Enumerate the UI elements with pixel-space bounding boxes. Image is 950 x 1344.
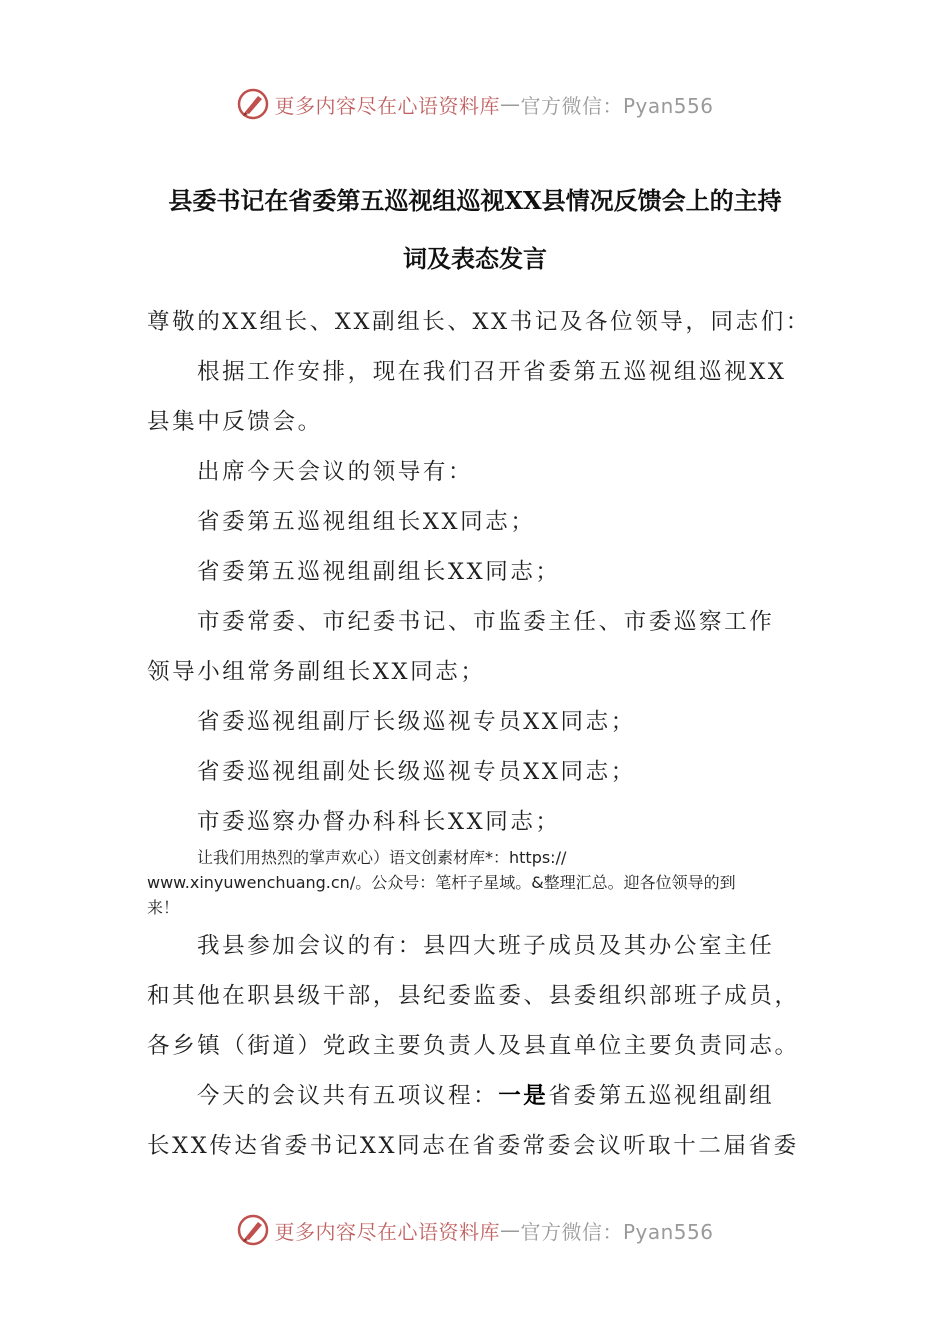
paragraph-line: 省委第五巡视组组长XX同志； xyxy=(197,509,536,535)
paragraph-line: 长XX传达省委书记XX同志在省委常委会议听取十二届省委 xyxy=(147,1133,799,1159)
paragraph-line: 市委巡察办督办科科长XX同志； xyxy=(197,809,561,835)
banner-separator: — xyxy=(499,1218,521,1242)
banner-brand: 更多内容尽在心语资料库 xyxy=(274,93,500,118)
inserted-note-line: www.xinyuwenchuang.cn/。公众号：笔杆子星域。&整理汇总。迎各位领导的到 xyxy=(147,873,736,892)
pen-logo-icon xyxy=(236,1213,270,1247)
banner-wechat: 官方微信：Pyan556 xyxy=(520,93,714,118)
agenda-text: 省委第五巡视组副组 xyxy=(548,1083,775,1109)
paragraph-line: 领导小组常务副组长XX同志； xyxy=(147,659,486,685)
inserted-note-line: 来！ xyxy=(147,898,180,917)
agenda-item-marker: 一是 xyxy=(498,1083,549,1109)
footer-banner xyxy=(0,1210,950,1250)
inserted-note-line: 让我们用热烈的掌声欢心）语文创素材库*：https:// xyxy=(197,848,567,867)
paragraph-line: 出席今天会议的领导有： xyxy=(197,459,474,485)
paragraph-line: 和其他在职县级干部，县纪委监委、县委组织部班子成员， xyxy=(147,983,800,1009)
paragraph-line xyxy=(197,1078,774,1110)
paragraph-line: 省委巡视组副处长级巡视专员XX同志； xyxy=(197,759,636,785)
paragraph-line: 我县参加会议的有：县四大班子成员及其办公室主任 xyxy=(197,933,775,959)
banner-brand: 更多内容尽在心语资料库 xyxy=(274,1219,500,1244)
pen-logo-icon xyxy=(236,87,270,121)
paragraph-line: 县集中反馈会。 xyxy=(147,409,323,435)
salutation: 尊敬的XX组长、XX副组长、XX书记及各位领导，同志们： xyxy=(147,309,811,335)
title-line-2: 词及表态发言 xyxy=(403,244,547,273)
header-banner xyxy=(0,84,950,124)
banner-wechat: 官方微信：Pyan556 xyxy=(520,1219,714,1244)
title-line-1: 县委书记在省委第五巡视组巡视XX县情况反馈会上的主持 xyxy=(168,186,782,215)
paragraph-line: 市委常委、市纪委书记、市监委主任、市委巡察工作 xyxy=(197,609,775,635)
agenda-intro: 今天的会议共有五项议程： xyxy=(197,1083,499,1109)
paragraph-line: 省委巡视组副厅长级巡视专员XX同志； xyxy=(197,709,636,735)
paragraph-line: 根据工作安排，现在我们召开省委第五巡视组巡视XX xyxy=(197,359,787,385)
banner-separator: — xyxy=(499,92,521,116)
document-title xyxy=(110,172,840,288)
paragraph-line: 各乡镇（街道）党政主要负责人及县直单位主要负责同志。 xyxy=(147,1033,800,1059)
paragraph-line: 省委第五巡视组副组长XX同志； xyxy=(197,559,561,585)
